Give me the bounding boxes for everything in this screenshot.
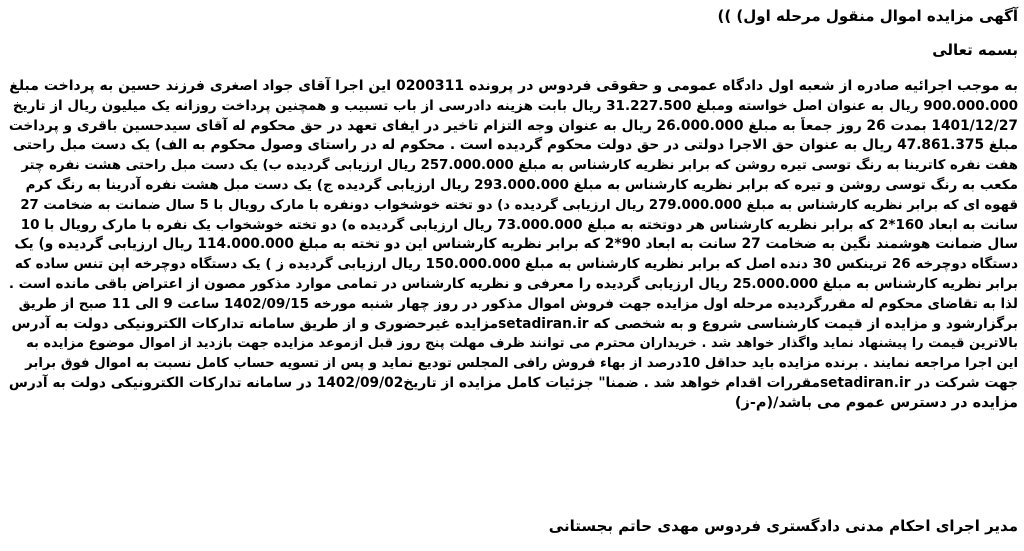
body-line: قهوه ای که برابر نظریه کارشناس به مبلغ 279.000.000 ریال ارزیابی گردیده د) دو تخته خوشخواب دونفره با مارک رویال با 5 سال ضمانت به ضخامت 27 <box>20 197 1018 213</box>
body-line: مبلغ 47.861.375 ریال به عنوان حق الاجرا دولتی در حق دولت محکوم گردیده است . محکوم له در راستای وصول محکوم به الف) یک دست مبل راحتی <box>12 137 1018 154</box>
body-line: 1401/12/27 بمدت 26 روز جمعاً به مبلغ 26.000.000 ریال به عنوان وجه التزام تاخیر در ایفای تعهد در حق محکوم له آقای سیدحسین باقری و پرداخت <box>8 117 1018 134</box>
signature-line: مدیر اجرای احکام مدنی دادگستری فردوس مهدی حاتم بجستانی <box>548 517 1018 535</box>
body-line: این اجرا مراجعه نمایند . برنده مزایده باید حداقل 10درصد از بهاء فروش رافی المجلس تودیع نماید و پس از تسویه حساب کامل نسبت به اموال فوق برابر <box>25 356 1018 372</box>
body-line: سال ضمانت هوشمند نگین به ضخامت 27 سانت به ابعاد 90*2 که برابر نظریه کارشناس این دو تخته به مبلغ 114.000.000 ریال ارزیابی گردیده و) یک <box>14 236 1018 253</box>
notice-title: آگهی مزایده اموال منقول مرحله اول) )) <box>717 7 1018 25</box>
notice-body <box>8 77 1018 414</box>
body-line: هفت نفره کاترینا به رنگ توسی تیره روشن که برابر نظریه کارشناس به مبلغ 257.000.000 ریال ارزیابی گردیده ب) یک دست مبل راحتی هشت نفره چتر <box>21 158 1018 174</box>
bismillah-heading: بسمه تعالی <box>932 41 1018 59</box>
body-line: سانت به ابعاد 160*2 که برابر نظریه کارشناس هر دوتخته به مبلغ 73.000.000 ریال ارزیابی گردیده ه) دو تخته خوشخواب یک نفره با مارک رویال با 10 <box>20 216 1018 233</box>
body-line: برابر نظریه کارشناس به مبلغ 25.000.000 ریال ارزیابی گردیده را معرفی و نظریه کارشناس در تمامی موارد مذکور مصون از اعتراض باقی مانده است . <box>8 275 1018 292</box>
body-line: به موجب اجرائیه صادره از شعبه اول دادگاه عمومی و حقوقی فردوس در پرونده 0200311 این اجرا آقای جواد اصغری فرزند حسین به پرداخت مبلغ <box>9 78 1018 94</box>
body-line: برگزارشود و مزایده از قیمت کارشناسی شروع و به شخصی که setadiran.irمزایده غیرحضوری و از طریق سامانه تدارکات الکترونیکی دولت به آدرس <box>11 315 1018 332</box>
body-line: لذا به تقاضای محکوم له مقررگردیده مرحله اول مزایده جهت فروش اموال مذکور در روز چهار شنبه مورخه 1402/09/15 ساعت 9 الی 11 صبح از طریق <box>18 295 1018 312</box>
body-line: بالاترین قیمت را پیشنهاد نماید واگذار خواهد شد . خریداران محترم می توانند ظرف مهلت پنج روز قبل ازموعد مزایده جهت بازدید از اموال موضوع مزایده به <box>26 336 1018 352</box>
body-line: مزایده در دسترس عموم می باشد/(م-ز) <box>734 394 1018 411</box>
body-line: جهت شرکت در setadiran.irمقررات اقدام خواهد شد . ضمنا" جزئیات کامل مزایده از تاریخ1402/09/02 در سامانه تدارکات الکترونیکی دولت به آدرس <box>8 374 1018 391</box>
body-line: 900.000.000 ریال به عنوان اصل خواسته ومبلغ 31.227.500 ریال بابت هزینه دادرسی از باب تسبیب و همچنین پرداخت روزانه یک میلیون ریال از تاریخ <box>12 97 1018 114</box>
body-line: دستگاه دوچرخه 26 ترینکس 30 دنده اصل که برابر نظریه کارشناس به مبلغ 150.000.000 ریال ارزیابی گردیده ز ) یک دستگاه دوچرخه اپن تنس ساده که <box>14 256 1018 273</box>
body-line: مکعب به رنگ توسی روشن و تیره که برابر نظریه کارشناس به مبلغ 293.000.000 ریال ارزیابی گردیده ج) یک دست مبل هشت نفره آدرینا به رنگ کرم <box>25 176 1018 193</box>
